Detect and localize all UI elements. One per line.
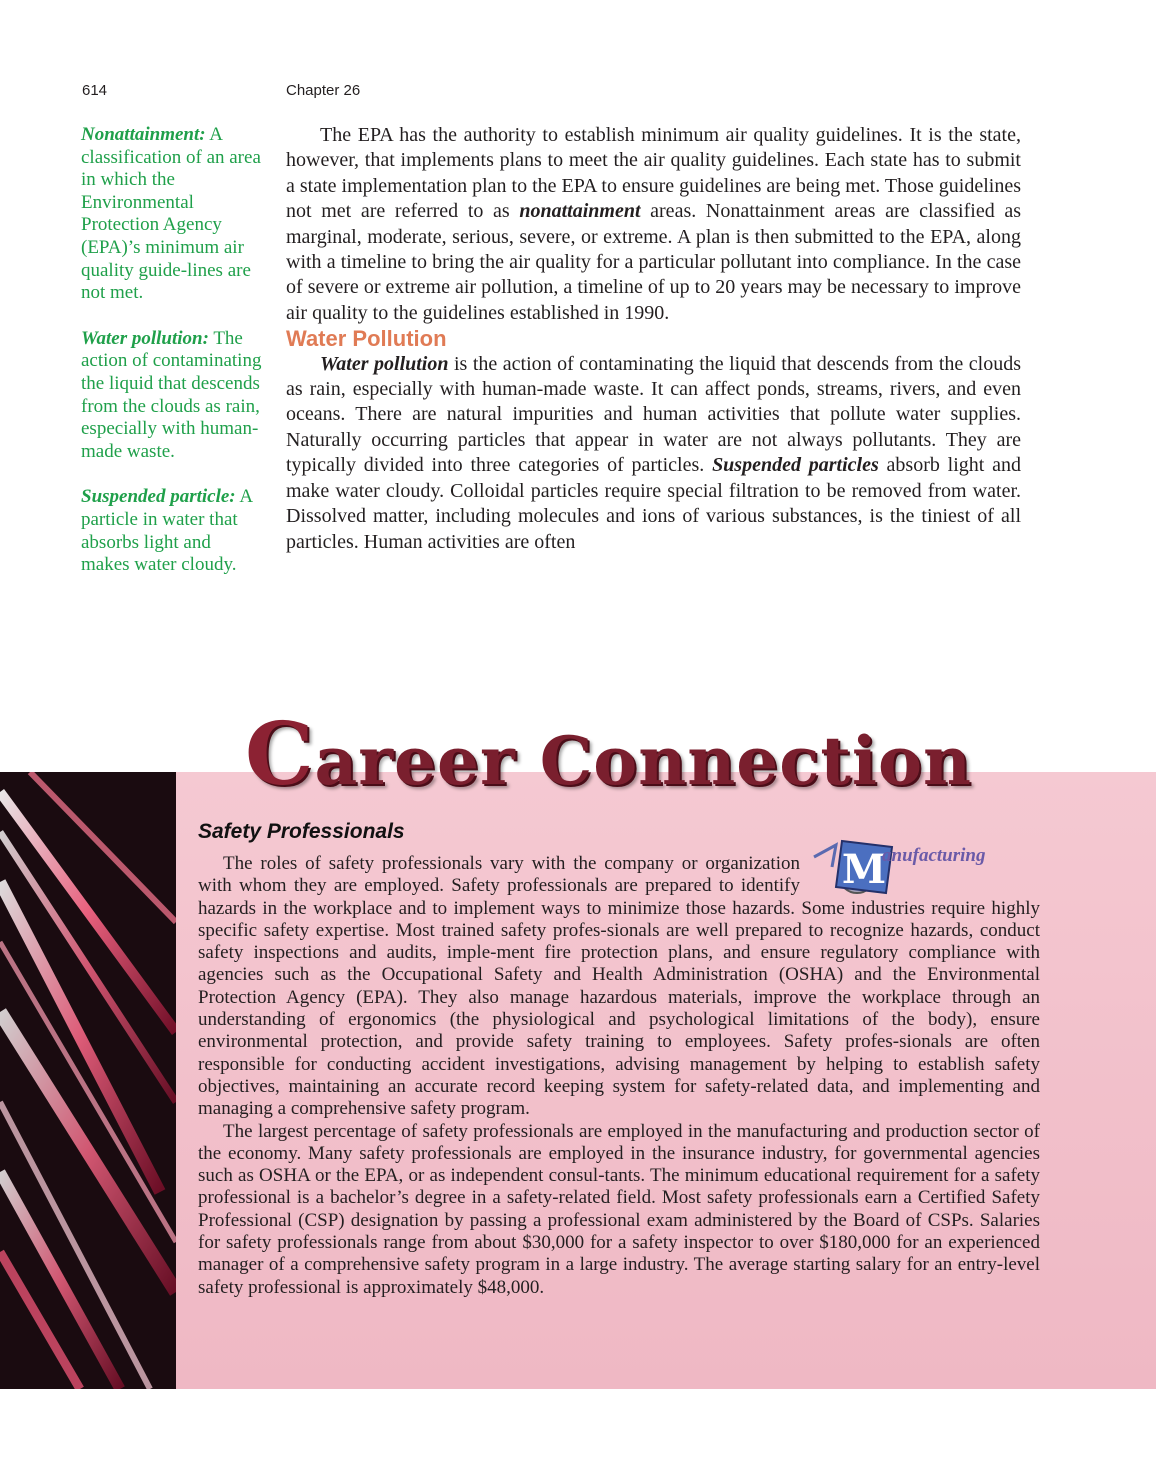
glossary-term: Water pollution: — [81, 327, 209, 349]
paragraph-air-quality — [286, 123, 1021, 326]
career-paragraph-2: The largest percentage of safety professionals are employed in the manufacturing and production sector of the economy. Many safety professionals are employed in the insurance industry, for governmental agencies such as OSHA or the EPA, or as independent consul-tants. The minimum educational requirement for a safety professional is a bachelor’s degree in a safety-related field. Most safety professionals earn a Certified Safety Professional (CSP) designation by passing a professional exam administered by the Board of CSPs. Salaries for safety professionals range from about $30,000 for a safety inspector to over $180,000 for an experienced manager of a comprehensive safety program in a large industry. The average starting salary for an entry-level safety professional is approximately $48,000. — [198, 1120, 1040, 1298]
light-streak-photo — [0, 772, 176, 1389]
glossary-definition: A classification of an area in which the Environmental Protection Agency (EPA)’s minimum air quality guide-lines are not met. — [81, 124, 261, 304]
glossary-term: Nonattainment: — [81, 124, 206, 145]
key-term: Water pollution — [320, 352, 449, 375]
main-text — [286, 123, 1021, 555]
career-paragraph-1: The roles of safety professionals vary with the company or organization with whom they are employed. Safety professionals are prepared to identify hazards in the workplace and to implement ways to minimize those hazards. Some industries require highly specific safety expertise. Most trained safety profes-sionals are well prepared to recognize hazards, conduct safety inspections and audits, imple-ment fire protection plans, and ensure regulatory compliance with agencies such as the Occupational Safety and Health Administration (OSHA) and the Environmental Protection Agency (EPA). They also manage hazardous materials, improve the workplace through an understanding of ergonomics (the physiological and psychological limitations of the body), ensure environmental protection, and provide safety training to employees. Safety profes-sionals are often responsible for conducting accident investigations, advising management by helping to establish safety objectives, maintaining an accurate record keeping system for safety-related data, and implementing and managing a comprehensive safety program. — [198, 853, 1040, 1120]
text-run: The EPA has the authority to establish minimum air quality guidelines. It is the state, however, that implements plans to meet the air quality guidelines. Each state has to submit a state implementation plan to the EPA to ensure guidelines are being met. Those guidelines not met are referred to as — [286, 124, 1021, 223]
page-number: 614 — [82, 82, 108, 99]
glossary-entry-water-pollution — [81, 328, 263, 464]
logo-letter: M — [841, 846, 887, 893]
key-term: nonattainment — [519, 200, 641, 223]
title-rest: areer Connection — [314, 722, 972, 800]
glossary-entry-suspended-particle — [81, 486, 263, 576]
manufacturing-label: anufacturing — [882, 845, 986, 866]
glossary-definition: A particle in water that absorbs light and makes water cloudy. — [81, 486, 253, 576]
paragraph-water-pollution — [286, 352, 1021, 555]
chapter-label: Chapter 26 — [286, 82, 361, 99]
key-term: Suspended particles — [712, 454, 879, 477]
career-connection-title — [245, 704, 972, 805]
glossary-definition: The action of contaminating the liquid that descends from the clouds as rain, especially with human-made waste. — [81, 327, 262, 462]
section-heading: Water Pollution — [286, 326, 447, 352]
title-initial: C — [245, 704, 315, 805]
box-heading: Safety Professionals — [198, 820, 405, 843]
glossary-entry-nonattainment — [81, 124, 263, 305]
text-run: absorb light and make water cloudy. Colloidal particles require special filtration to be removed from water. Dissolved matter, including molecules and ions of various substances, is the tiniest of all particles. Human activities are often — [286, 454, 1021, 553]
glossary-term: Suspended particle: — [81, 486, 236, 508]
text-run: areas. Nonattainment areas are classified as marginal, moderate, serious, severe, or extreme. A plan is then submitted to the EPA, along with a timeline to bring the air quality for a particular pollutant into compliance. In the case of severe or extreme air pollution, a timeline of up to 20 years may be necessary to improve air quality to the guidelines established in 1990. — [286, 200, 1021, 324]
margin-glossary — [81, 124, 263, 600]
career-box-text — [198, 853, 1040, 1299]
text-run: is the action of contaminating the liquid that descends from the clouds as rain, especially with human-made waste. It can affect ponds, streams, rivers, and even oceans. There are natural impurities and human activities that pollute water supplies. Naturally occurring particles that appear in water are not always pollutants. They are typically divided into three categories of particles. — [286, 352, 1021, 477]
